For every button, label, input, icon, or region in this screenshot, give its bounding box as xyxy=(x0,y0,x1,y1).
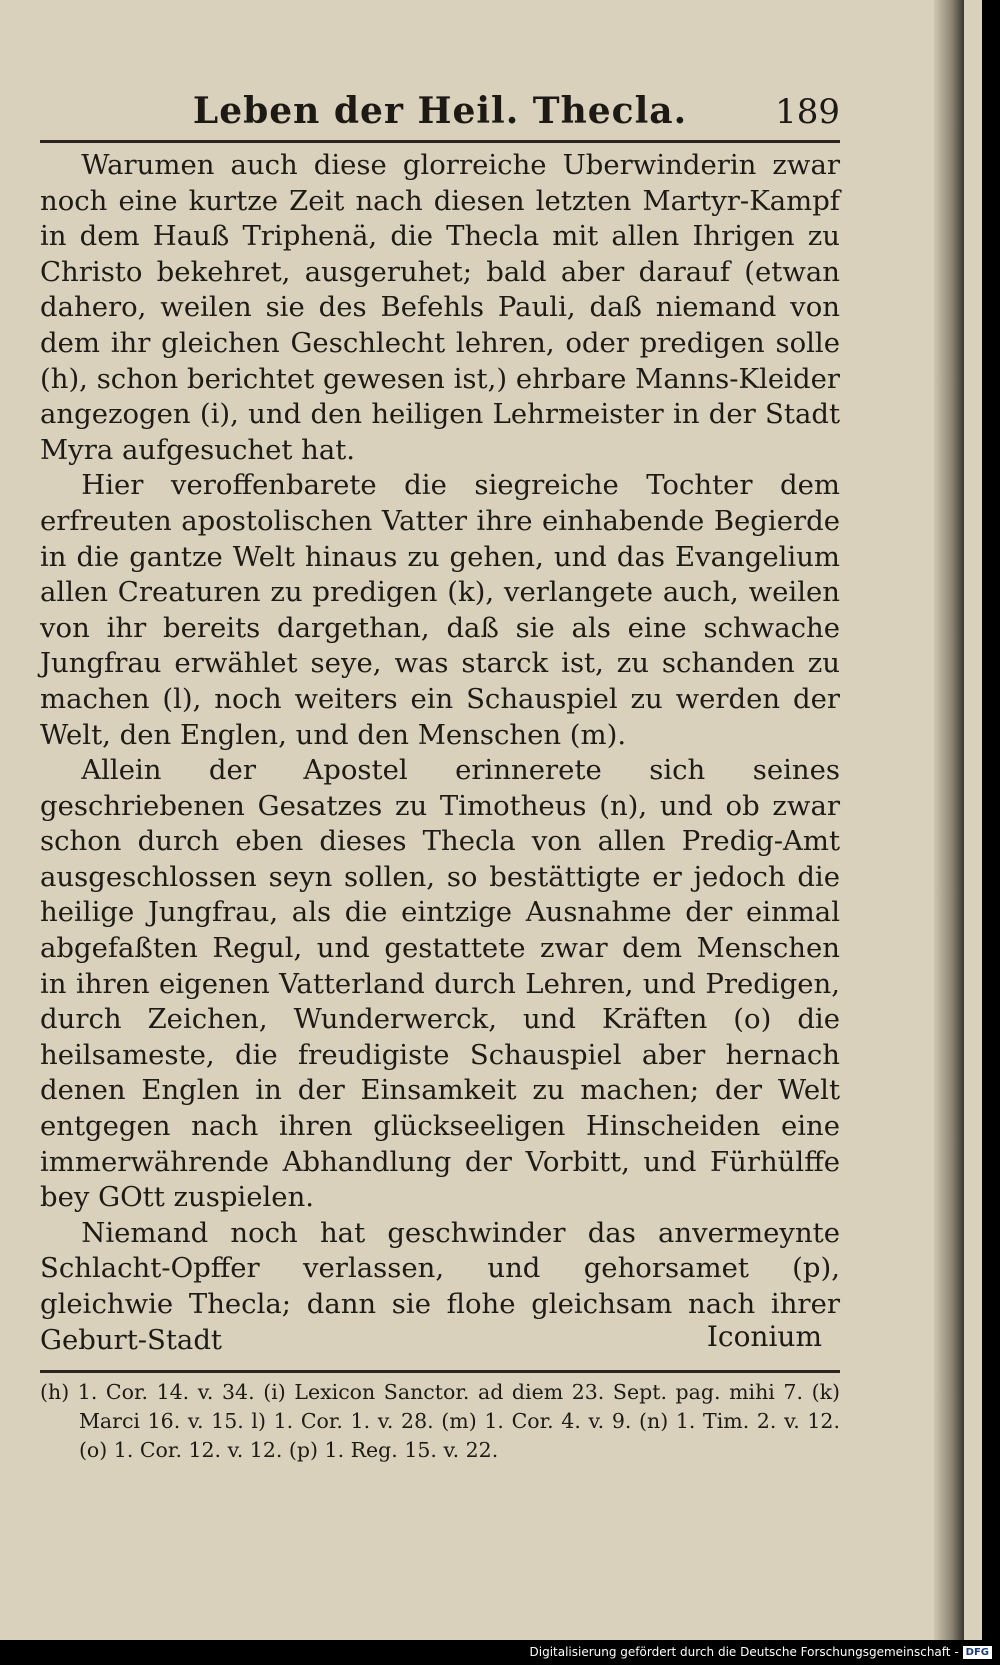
paragraph-3: Allein der Apostel erinnerete sich seines geschriebenen Gesatzes zu Timotheus (n), und ob zwar schon durch eben dieses Thecla von allen Predig-Amt ausgeschlossen seyn sollen, so bestättigte er jedoch die heilige Jungfrau, als die eintzige Ausnahme der einmal abgefaßten Regul, und gestattete zwar dem Menschen in ihren eigenen Vatterland durch Lehren, und Predigen, durch Zeichen, Wunderwerck, und Kräften (o) die heilsameste, die freudigiste Schauspiel aber hernach denen Englen in der Einsamkeit zu machen; der Welt entgegen nach ihren glückseeligen Hinscheiden eine immerwährende Abhandlung der Vorbitt, und Fürhülffe bey GOtt zuspielen. xyxy=(40,754,840,1214)
paragraph-2: Hier veroffenbarete die siegreiche Tochter dem erfreuten apostolischen Vatter ihre einhabende Begierde in die gantze Welt hinaus zu gehen, und das Evangelium allen Creaturen zu predigen (k), verlangete auch, weilen von ihr bereits dargethan, daß sie als eine schwache Jungfrau erwählet seye, was starck ist, zu schanden zu machen (l), noch weiters ein Schauspiel zu werden der Welt, den Englen, und den Menschen (m). xyxy=(40,469,840,751)
page-edge-shadow xyxy=(934,0,964,1640)
paragraph-1: Warumen auch diese glorreiche Uberwinderin zwar noch eine kurtze Zeit nach diesen letzten Martyr-Kampf in dem Hauß Triphenä, die Thecla mit allen Ihrigen zu Christo bekehret, ausgeruhet; bald aber darauf (etwan dahero, weilen sie des Befehls Pauli, daß niemand von dem ihr gleichen Geschlecht lehren, oder predigen solle (h), schon berichtet gewesen ist,) ehrbare Manns-Kleider angezogen (i), und den heiligen Lehrmeister in der Stadt Myra aufgesuchet hat. xyxy=(40,149,840,466)
credit-text: Digitalisierung gefördert durch die Deutsche Forschungsgemeinschaft - xyxy=(529,1645,959,1659)
running-title: Leben der Heil. Thecla. xyxy=(192,90,688,132)
footnote-rule xyxy=(40,1370,840,1373)
main-text xyxy=(40,148,840,1358)
digitization-credit xyxy=(530,1645,993,1659)
running-head xyxy=(40,88,840,138)
footnote-text: (h) 1. Cor. 14. v. 34. (i) Lexicon Sanctor. ad diem 23. Sept. pag. mihi 7. (k) Marci 16. v. 15. l) 1. Cor. 1. v. 28. (m) 1. Cor. 4. v. 9. (n) 1. Tim. 2. v. 12. (o) 1. Cor. 12. v. 12. (p) 1. Reg. 15. v. 22. xyxy=(40,1380,840,1462)
page-number: 189 xyxy=(775,92,840,132)
dfg-logo: DFG xyxy=(963,1646,992,1659)
footnotes xyxy=(40,1378,840,1465)
paragraph-4: Niemand noch hat geschwinder das anvermeynte Schlacht-Opffer verlassen, und gehorsamet (p), gleichwie Thecla; dann sie flohe gleichsam nach ihrer Geburt-Stadt xyxy=(40,1216,840,1356)
catchword: Iconium xyxy=(706,1320,822,1353)
header-rule xyxy=(40,140,840,143)
